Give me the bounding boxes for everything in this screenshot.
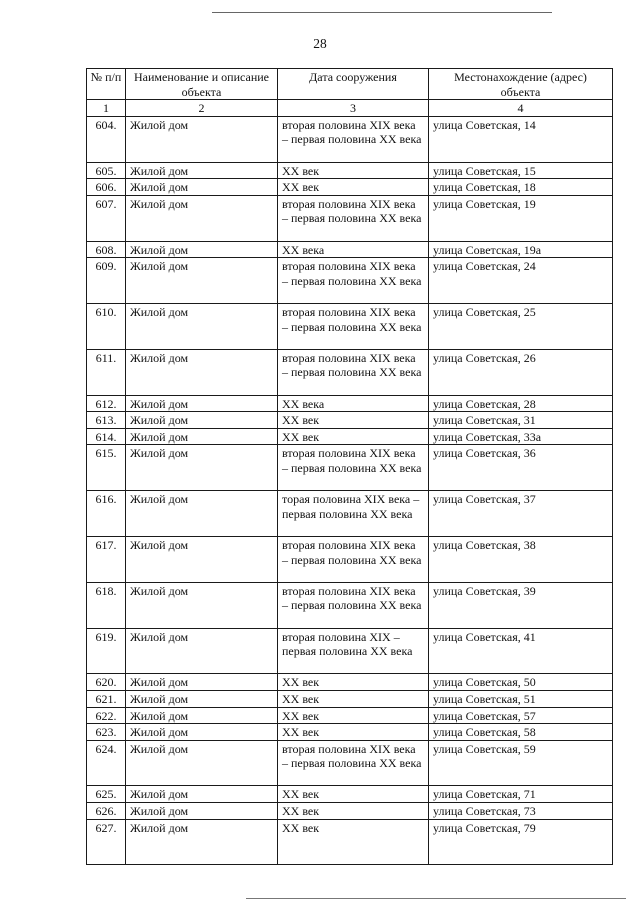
- column-number-3: 3: [278, 100, 429, 117]
- row-number: 619.: [87, 628, 126, 674]
- table-row: [87, 803, 613, 820]
- table-row: [87, 179, 613, 196]
- object-name: Жилой дом: [126, 116, 278, 162]
- object-name: Жилой дом: [126, 536, 278, 582]
- table-row: [87, 707, 613, 724]
- header-location: Местонахождение (адрес) объекта: [429, 69, 613, 100]
- table-row: [87, 303, 613, 349]
- header-row: [87, 69, 613, 100]
- row-number: 606.: [87, 179, 126, 196]
- row-number: 623.: [87, 724, 126, 741]
- table-row: [87, 674, 613, 691]
- row-number: 605.: [87, 162, 126, 179]
- object-address: улица Советская, 18: [429, 179, 613, 196]
- object-name: Жилой дом: [126, 258, 278, 304]
- object-name: Жилой дом: [126, 445, 278, 491]
- object-address: улица Советская, 79: [429, 819, 613, 865]
- object-name: Жилой дом: [126, 428, 278, 445]
- object-name: Жилой дом: [126, 690, 278, 707]
- object-address: улица Советская, 26: [429, 349, 613, 395]
- object-address: улица Советская, 25: [429, 303, 613, 349]
- object-address: улица Советская, 19: [429, 195, 613, 241]
- object-address: улица Советская, 31: [429, 412, 613, 429]
- construction-date: вторая половина XIX века – первая половина XX века: [278, 195, 429, 241]
- construction-date: XX век: [278, 690, 429, 707]
- construction-date: торая половина XIX века – первая половина XX века: [278, 491, 429, 537]
- construction-date: XX век: [278, 707, 429, 724]
- object-address: улица Советская, 19а: [429, 241, 613, 258]
- object-address: улица Советская, 39: [429, 582, 613, 628]
- object-address: улица Советская, 51: [429, 690, 613, 707]
- object-address: улица Советская, 33а: [429, 428, 613, 445]
- row-number: 614.: [87, 428, 126, 445]
- construction-date: вторая половина XIX – первая половина XX века: [278, 628, 429, 674]
- table-row: [87, 195, 613, 241]
- table-row: [87, 116, 613, 162]
- construction-date: вторая половина XIX века – первая половина XX века: [278, 582, 429, 628]
- construction-date: вторая половина XIX века – первая половина XX века: [278, 445, 429, 491]
- table-row: [87, 428, 613, 445]
- header-name: Наименование и описание объекта: [126, 69, 278, 100]
- object-address: улица Советская, 28: [429, 395, 613, 412]
- column-number-2: 2: [126, 100, 278, 117]
- object-address: улица Советская, 58: [429, 724, 613, 741]
- row-number: 617.: [87, 536, 126, 582]
- object-name: Жилой дом: [126, 241, 278, 258]
- object-address: улица Советская, 14: [429, 116, 613, 162]
- row-number: 618.: [87, 582, 126, 628]
- object-address: улица Советская, 57: [429, 707, 613, 724]
- row-number: 609.: [87, 258, 126, 304]
- header-date: Дата сооружения: [278, 69, 429, 100]
- row-number: 604.: [87, 116, 126, 162]
- object-name: Жилой дом: [126, 349, 278, 395]
- construction-date: вторая половина XIX века – первая половина XX века: [278, 740, 429, 786]
- construction-date: вторая половина XIX века – первая половина XX века: [278, 349, 429, 395]
- heritage-objects-table: [86, 68, 613, 865]
- table-body: [87, 116, 613, 865]
- table-row: [87, 786, 613, 803]
- header-number: № п/п: [87, 69, 126, 100]
- object-address: улица Советская, 59: [429, 740, 613, 786]
- object-address: улица Советская, 71: [429, 786, 613, 803]
- table-row: [87, 582, 613, 628]
- construction-date: XX век: [278, 412, 429, 429]
- construction-date: вторая половина XIX века – первая половина XX века: [278, 258, 429, 304]
- construction-date: вторая половина XIX века – первая половина XX века: [278, 116, 429, 162]
- construction-date: вторая половина XIX века – первая половина XX века: [278, 303, 429, 349]
- row-number: 607.: [87, 195, 126, 241]
- row-number: 621.: [87, 690, 126, 707]
- object-name: Жилой дом: [126, 582, 278, 628]
- construction-date: XX век: [278, 724, 429, 741]
- object-name: Жилой дом: [126, 707, 278, 724]
- object-name: Жилой дом: [126, 628, 278, 674]
- top-rule: [212, 12, 552, 13]
- object-name: Жилой дом: [126, 819, 278, 865]
- column-number-4: 4: [429, 100, 613, 117]
- construction-date: XX век: [278, 786, 429, 803]
- object-name: Жилой дом: [126, 395, 278, 412]
- row-number: 610.: [87, 303, 126, 349]
- table-row: [87, 690, 613, 707]
- row-number: 625.: [87, 786, 126, 803]
- table-row: [87, 258, 613, 304]
- object-name: Жилой дом: [126, 786, 278, 803]
- object-address: улица Советская, 38: [429, 536, 613, 582]
- row-number: 624.: [87, 740, 126, 786]
- table-row: [87, 395, 613, 412]
- construction-date: XX век: [278, 428, 429, 445]
- row-number: 611.: [87, 349, 126, 395]
- object-address: улица Советская, 50: [429, 674, 613, 691]
- object-name: Жилой дом: [126, 724, 278, 741]
- construction-date: XX век: [278, 674, 429, 691]
- table-row: [87, 724, 613, 741]
- table-row: [87, 445, 613, 491]
- object-name: Жилой дом: [126, 303, 278, 349]
- object-name: Жилой дом: [126, 412, 278, 429]
- object-name: Жилой дом: [126, 803, 278, 820]
- row-number: 622.: [87, 707, 126, 724]
- object-name: Жилой дом: [126, 195, 278, 241]
- construction-date: XX век: [278, 179, 429, 196]
- object-address: улица Советская, 73: [429, 803, 613, 820]
- table-row: [87, 740, 613, 786]
- object-name: Жилой дом: [126, 491, 278, 537]
- row-number: 620.: [87, 674, 126, 691]
- table-row: [87, 241, 613, 258]
- construction-date: XX век: [278, 803, 429, 820]
- page-number: 28: [313, 36, 327, 51]
- object-address: улица Советская, 41: [429, 628, 613, 674]
- construction-date: XX века: [278, 395, 429, 412]
- table-row: [87, 491, 613, 537]
- object-address: улица Советская, 37: [429, 491, 613, 537]
- bottom-rule: [246, 898, 626, 899]
- object-address: улица Советская, 15: [429, 162, 613, 179]
- object-name: Жилой дом: [126, 674, 278, 691]
- object-name: Жилой дом: [126, 740, 278, 786]
- column-numbers-row: [87, 100, 613, 117]
- table-row: [87, 349, 613, 395]
- construction-date: вторая половина XIX века – первая половина XX века: [278, 536, 429, 582]
- construction-date: XX века: [278, 241, 429, 258]
- table-row: [87, 412, 613, 429]
- row-number: 626.: [87, 803, 126, 820]
- row-number: 608.: [87, 241, 126, 258]
- object-address: улица Советская, 24: [429, 258, 613, 304]
- row-number: 612.: [87, 395, 126, 412]
- table-row: [87, 628, 613, 674]
- row-number: 613.: [87, 412, 126, 429]
- object-name: Жилой дом: [126, 162, 278, 179]
- construction-date: XX век: [278, 819, 429, 865]
- table-row: [87, 536, 613, 582]
- column-number-1: 1: [87, 100, 126, 117]
- row-number: 627.: [87, 819, 126, 865]
- construction-date: XX век: [278, 162, 429, 179]
- table-row: [87, 819, 613, 865]
- object-address: улица Советская, 36: [429, 445, 613, 491]
- row-number: 615.: [87, 445, 126, 491]
- table-row: [87, 162, 613, 179]
- object-name: Жилой дом: [126, 179, 278, 196]
- row-number: 616.: [87, 491, 126, 537]
